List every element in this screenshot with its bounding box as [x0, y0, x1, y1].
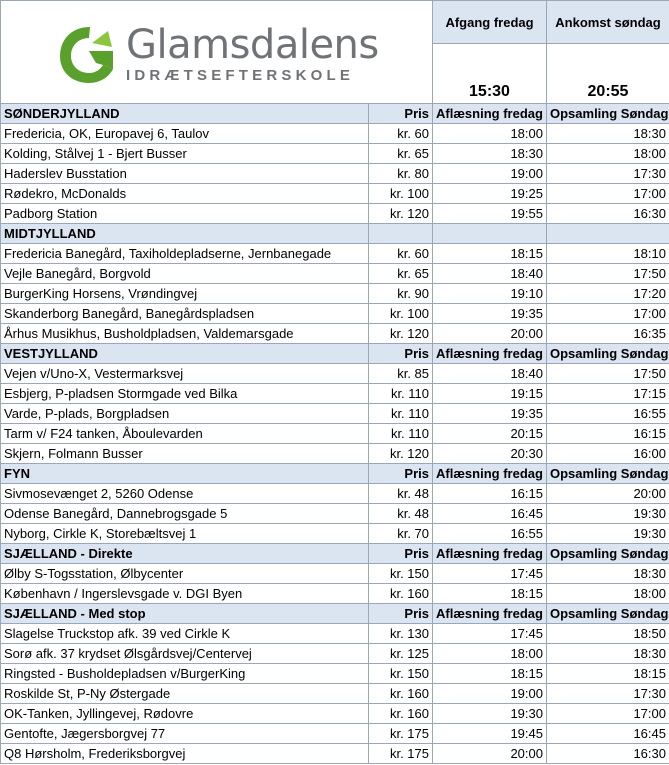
stop-dropoff-friday: 18:15	[433, 244, 547, 264]
stop-dropoff-friday: 19:30	[433, 704, 547, 724]
section-dropoff-label: Aflæsning fredag	[433, 544, 547, 564]
stop-dropoff-friday: 18:30	[433, 144, 547, 164]
stop-pickup-sunday: 18:00	[547, 584, 669, 604]
section-price-label: Pris	[369, 344, 433, 364]
stop-row	[1, 704, 669, 724]
stop-price: kr. 175	[369, 724, 433, 744]
stop-pickup-sunday: 17:50	[547, 264, 669, 284]
section-region: SØNDERJYLLAND	[1, 104, 369, 124]
section-header-row	[1, 544, 669, 564]
stop-price: kr. 60	[369, 124, 433, 144]
stop-row	[1, 644, 669, 664]
stop-price: kr. 160	[369, 584, 433, 604]
stop-dropoff-friday: 18:40	[433, 264, 547, 284]
glamsdalen-logo-icon	[56, 23, 118, 85]
stop-location: Fredericia, OK, Europavej 6, Taulov	[1, 124, 369, 144]
stop-pickup-sunday: 16:30	[547, 204, 669, 224]
stop-row	[1, 364, 669, 384]
stop-price: kr. 110	[369, 384, 433, 404]
stop-pickup-sunday: 17:15	[547, 384, 669, 404]
stop-row	[1, 404, 669, 424]
stop-row	[1, 724, 669, 744]
stop-location: Esbjerg, P-pladsen Stormgade ved Bilka	[1, 384, 369, 404]
stop-dropoff-friday: 19:55	[433, 204, 547, 224]
section-pickup-label: Opsamling Søndag	[547, 464, 669, 484]
section-region: SJÆLLAND - Direkte	[1, 544, 369, 564]
stop-row	[1, 744, 669, 764]
stop-pickup-sunday: 17:00	[547, 304, 669, 324]
stop-location: Haderslev Busstation	[1, 164, 369, 184]
stop-location: Sivmosevænget 2, 5260 Odense	[1, 484, 369, 504]
stop-row	[1, 144, 669, 164]
stop-pickup-sunday: 17:00	[547, 184, 669, 204]
section-price-label: Pris	[369, 104, 433, 124]
stop-dropoff-friday: 19:00	[433, 164, 547, 184]
stop-dropoff-friday: 17:45	[433, 564, 547, 584]
section-header-row	[1, 604, 669, 624]
stop-dropoff-friday: 19:35	[433, 404, 547, 424]
stop-location: Ølby S-Togsstation, Ølbycenter	[1, 564, 369, 584]
stop-pickup-sunday: 16:55	[547, 404, 669, 424]
stop-row	[1, 324, 669, 344]
stop-price: kr. 150	[369, 664, 433, 684]
logo-name: Glamsdalens	[126, 21, 379, 68]
stop-row	[1, 564, 669, 584]
stop-pickup-sunday: 16:00	[547, 444, 669, 464]
stop-pickup-sunday: 20:00	[547, 484, 669, 504]
stop-price: kr. 48	[369, 484, 433, 504]
school-logo	[4, 19, 429, 85]
stop-row	[1, 624, 669, 644]
stop-price: kr. 120	[369, 444, 433, 464]
stop-dropoff-friday: 18:00	[433, 124, 547, 144]
stop-dropoff-friday: 20:00	[433, 324, 547, 344]
section-pickup-label: Opsamling Søndag	[547, 544, 669, 564]
stop-pickup-sunday: 17:00	[547, 704, 669, 724]
stop-row	[1, 304, 669, 324]
stop-pickup-sunday: 18:15	[547, 664, 669, 684]
section-dropoff-label: Aflæsning fredag	[433, 604, 547, 624]
stop-row	[1, 444, 669, 464]
stop-row	[1, 284, 669, 304]
logo-area	[1, 1, 433, 104]
stop-pickup-sunday: 18:30	[547, 124, 669, 144]
stop-pickup-sunday: 18:30	[547, 644, 669, 664]
stop-row	[1, 584, 669, 604]
logo-subtitle: IDRÆTSEFTERSKOLE	[126, 66, 355, 84]
section-region: FYN	[1, 464, 369, 484]
stop-pickup-sunday: 16:45	[547, 724, 669, 744]
stop-dropoff-friday: 19:35	[433, 304, 547, 324]
section-pickup-label: Opsamling Søndag	[547, 104, 669, 124]
section-dropoff-label: Aflæsning fredag	[433, 344, 547, 364]
stop-location: Q8 Hørsholm, Frederiksborgvej	[1, 744, 369, 764]
section-price-label: Pris	[369, 464, 433, 484]
stop-dropoff-friday: 20:00	[433, 744, 547, 764]
stop-dropoff-friday: 19:45	[433, 724, 547, 744]
stop-pickup-sunday: 19:30	[547, 504, 669, 524]
stop-location: Fredericia Banegård, Taxiholdepladserne, Jernbanegade	[1, 244, 369, 264]
section-pickup-label: Opsamling Søndag	[547, 604, 669, 624]
section-header-row	[1, 224, 669, 244]
section-region: MIDTJYLLAND	[1, 224, 369, 244]
stop-location: Tarm v/ F24 tanken, Åboulevarden	[1, 424, 369, 444]
stop-price: kr. 120	[369, 324, 433, 344]
stop-price: kr. 80	[369, 164, 433, 184]
stop-pickup-sunday: 19:30	[547, 524, 669, 544]
stop-price: kr. 65	[369, 144, 433, 164]
stop-dropoff-friday: 18:15	[433, 664, 547, 684]
stop-location: Roskilde St, P-Ny Østergade	[1, 684, 369, 704]
stop-price: kr. 85	[369, 364, 433, 384]
stop-dropoff-friday: 19:15	[433, 384, 547, 404]
stop-dropoff-friday: 19:00	[433, 684, 547, 704]
stop-location: Varde, P-plads, Borgpladsen	[1, 404, 369, 424]
section-pickup-label	[547, 224, 669, 244]
stop-location: København / Ingerslevsgade v. DGI Byen	[1, 584, 369, 604]
stop-dropoff-friday: 19:10	[433, 284, 547, 304]
stop-row	[1, 184, 669, 204]
stop-location: Padborg Station	[1, 204, 369, 224]
section-header-row	[1, 344, 669, 364]
stop-pickup-sunday: 18:50	[547, 624, 669, 644]
stop-location: Skanderborg Banegård, Banegårdspladsen	[1, 304, 369, 324]
stop-pickup-sunday: 18:10	[547, 244, 669, 264]
stop-row	[1, 484, 669, 504]
stop-location: OK-Tanken, Jyllingevej, Rødovre	[1, 704, 369, 724]
stop-row	[1, 244, 669, 264]
section-price-label: Pris	[369, 544, 433, 564]
stop-row	[1, 204, 669, 224]
afgang-time: 15:30	[433, 44, 547, 104]
stop-dropoff-friday: 17:45	[433, 624, 547, 644]
stop-pickup-sunday: 17:30	[547, 684, 669, 704]
section-dropoff-label: Aflæsning fredag	[433, 464, 547, 484]
stop-price: kr. 70	[369, 524, 433, 544]
section-price-label: Pris	[369, 604, 433, 624]
stop-location: Kolding, Stålvej 1 - Bjert Busser	[1, 144, 369, 164]
stop-dropoff-friday: 20:30	[433, 444, 547, 464]
afgang-fredag-header: Afgang fredag	[433, 1, 547, 44]
section-dropoff-label: Aflæsning fredag	[433, 104, 547, 124]
section-region: SJÆLLAND - Med stop	[1, 604, 369, 624]
ankomst-sondag-header: Ankomst søndag	[547, 1, 669, 44]
stop-price: kr. 160	[369, 684, 433, 704]
stop-pickup-sunday: 17:30	[547, 164, 669, 184]
stop-price: kr. 90	[369, 284, 433, 304]
stop-location: Vejle Banegård, Borgvold	[1, 264, 369, 284]
header-row-top	[1, 1, 669, 44]
stop-row	[1, 264, 669, 284]
stop-price: kr. 125	[369, 644, 433, 664]
stop-location: BurgerKing Horsens, Vrøndingvej	[1, 284, 369, 304]
stop-row	[1, 684, 669, 704]
stop-price: kr. 48	[369, 504, 433, 524]
stop-location: Odense Banegård, Dannebrogsgade 5	[1, 504, 369, 524]
stop-price: kr. 100	[369, 184, 433, 204]
stop-price: kr. 65	[369, 264, 433, 284]
stop-dropoff-friday: 16:55	[433, 524, 547, 544]
stop-dropoff-friday: 16:15	[433, 484, 547, 504]
stop-location: Sorø afk. 37 krydset Ølsgårdsvej/Centervej	[1, 644, 369, 664]
stop-dropoff-friday: 19:25	[433, 184, 547, 204]
stop-price: kr. 130	[369, 624, 433, 644]
section-pickup-label: Opsamling Søndag	[547, 344, 669, 364]
stop-location: Rødekro, McDonalds	[1, 184, 369, 204]
stop-dropoff-friday: 16:45	[433, 504, 547, 524]
stop-row	[1, 124, 669, 144]
stop-row	[1, 504, 669, 524]
stop-price: kr. 150	[369, 564, 433, 584]
stop-pickup-sunday: 18:30	[547, 564, 669, 584]
stop-pickup-sunday: 16:35	[547, 324, 669, 344]
stop-price: kr. 120	[369, 204, 433, 224]
stop-price: kr. 110	[369, 424, 433, 444]
stop-pickup-sunday: 16:15	[547, 424, 669, 444]
stop-price: kr. 175	[369, 744, 433, 764]
section-header-row	[1, 464, 669, 484]
stop-price: kr. 110	[369, 404, 433, 424]
stop-dropoff-friday: 18:15	[433, 584, 547, 604]
stop-location: Gentofte, Jægersborgvej 77	[1, 724, 369, 744]
stop-row	[1, 524, 669, 544]
stop-row	[1, 164, 669, 184]
section-dropoff-label	[433, 224, 547, 244]
stop-pickup-sunday: 16:30	[547, 744, 669, 764]
stop-row	[1, 424, 669, 444]
stop-price: kr. 100	[369, 304, 433, 324]
stop-pickup-sunday: 17:50	[547, 364, 669, 384]
stop-dropoff-friday: 18:40	[433, 364, 547, 384]
stop-location: Nyborg, Cirkle K, Storebæltsvej 1	[1, 524, 369, 544]
stop-price: kr. 60	[369, 244, 433, 264]
section-region: VESTJYLLAND	[1, 344, 369, 364]
stop-location: Århus Musikhus, Busholdpladsen, Valdemarsgade	[1, 324, 369, 344]
stop-dropoff-friday: 18:00	[433, 644, 547, 664]
section-header-row	[1, 104, 669, 124]
stop-pickup-sunday: 17:20	[547, 284, 669, 304]
section-price-label	[369, 224, 433, 244]
stop-location: Vejen v/Uno-X, Vestermarksvej	[1, 364, 369, 384]
stop-location: Skjern, Folmann Busser	[1, 444, 369, 464]
ankomst-time: 20:55	[547, 44, 669, 104]
stop-location: Ringsted - Busholdepladsen v/BurgerKing	[1, 664, 369, 684]
stop-price: kr. 160	[369, 704, 433, 724]
stop-pickup-sunday: 18:00	[547, 144, 669, 164]
stop-dropoff-friday: 20:15	[433, 424, 547, 444]
stop-row	[1, 664, 669, 684]
stop-row	[1, 384, 669, 404]
stop-location: Slagelse Truckstop afk. 39 ved Cirkle K	[1, 624, 369, 644]
